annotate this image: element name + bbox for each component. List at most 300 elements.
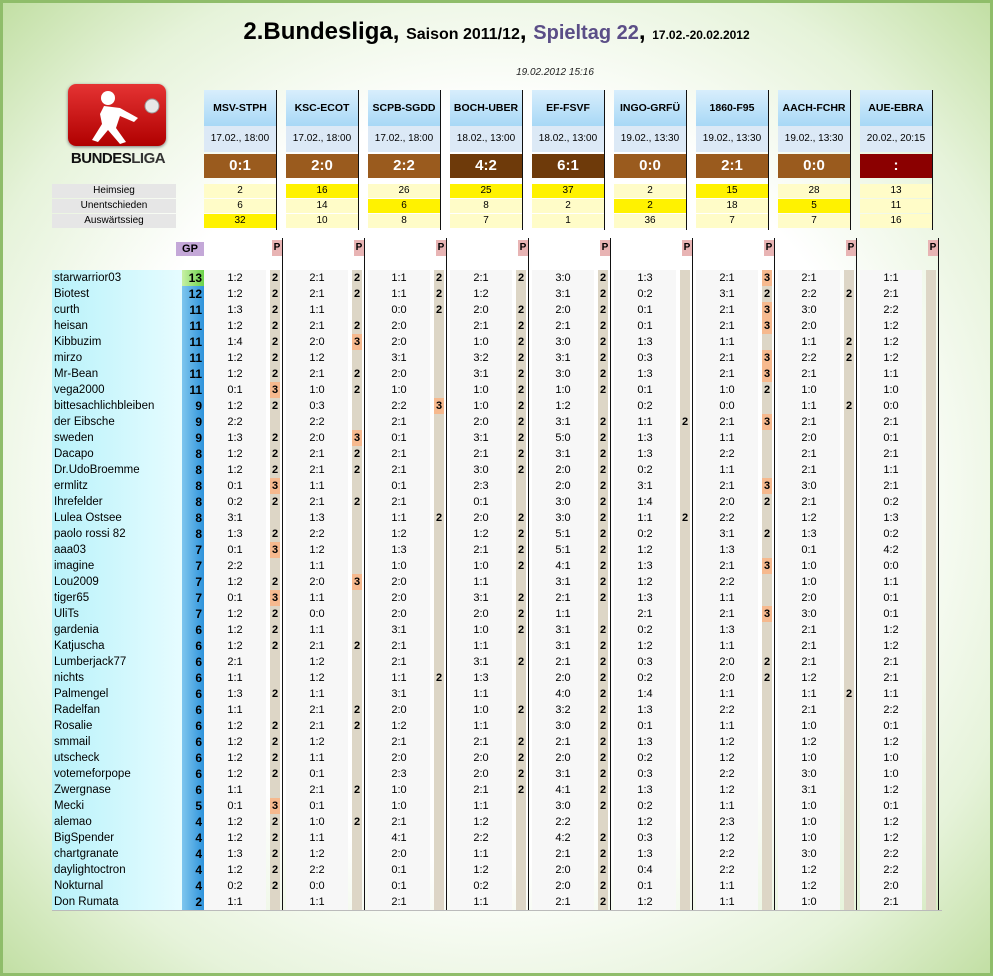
tip-points: 3: [763, 304, 771, 316]
player-tip: 1:1: [696, 462, 758, 478]
player-name: sweden: [52, 430, 182, 446]
player-tip: 2:1: [860, 670, 922, 686]
tip-points: 2: [681, 512, 689, 524]
player-tip: 2:2: [286, 526, 348, 542]
table-row: [52, 894, 942, 910]
player-tip: 2:0: [532, 302, 594, 318]
player-tip: 2:1: [286, 270, 348, 286]
player-tip: 2:2: [696, 766, 758, 782]
tip-points: 2: [517, 432, 525, 444]
player-tip: 2:1: [286, 718, 348, 734]
tip-points: [270, 510, 280, 526]
tip-points: [352, 750, 362, 766]
tip-points: [352, 302, 362, 318]
player-tip: 1:0: [860, 750, 922, 766]
tip-points: [680, 654, 690, 670]
table-row: [52, 350, 942, 366]
tip-points: 2: [599, 272, 607, 284]
player-tip: 2:0: [368, 590, 430, 606]
player-tip: 1:1: [368, 270, 430, 286]
tip-points: [762, 814, 772, 830]
player-tip: 2:1: [696, 350, 758, 366]
player-tip: 1:0: [778, 750, 840, 766]
player-tip: 2:1: [860, 478, 922, 494]
player-name: bittesachlichbleiben: [52, 398, 182, 414]
player-tip: 1:2: [204, 830, 266, 846]
tip-points: [926, 574, 936, 590]
player-tip: 2:1: [368, 414, 430, 430]
tip-points: [352, 510, 362, 526]
player-tip: 3:0: [778, 302, 840, 318]
tip-points: 2: [599, 512, 607, 524]
player-points: 6: [182, 750, 204, 766]
player-tip: 2:1: [860, 894, 922, 910]
player-name: Zwergnase: [52, 782, 182, 798]
player-tip: 1:2: [696, 734, 758, 750]
player-tip: 2:0: [532, 478, 594, 494]
player-tip: 0:1: [368, 430, 430, 446]
tip-points: 3: [763, 352, 771, 364]
player-tip: 2:1: [368, 654, 430, 670]
player-tip: 2:0: [450, 414, 512, 430]
tip-points: [680, 494, 690, 510]
player-tip: 3:0: [532, 510, 594, 526]
player-tip: 1:2: [696, 782, 758, 798]
tip-points: 2: [271, 464, 279, 476]
tip-points: 2: [271, 832, 279, 844]
player-tip: 1:1: [368, 510, 430, 526]
player-name: Mecki: [52, 798, 182, 814]
tip-points: [844, 270, 854, 286]
tip-points: [434, 782, 444, 798]
player-tip: 0:2: [614, 286, 676, 302]
table-row: [52, 846, 942, 862]
table-row: [52, 622, 942, 638]
player-points: 7: [182, 590, 204, 606]
player-tip: 0:0: [286, 606, 348, 622]
player-tip: 2:0: [368, 318, 430, 334]
table-row: [52, 542, 942, 558]
table-row: [52, 446, 942, 462]
tip-points: 2: [599, 704, 607, 716]
tip-points: [352, 894, 362, 910]
player-tip: 1:1: [860, 270, 922, 286]
player-name: Nokturnal: [52, 878, 182, 894]
player-tip: 1:1: [532, 606, 594, 622]
player-points: 8: [182, 478, 204, 494]
tip-points: 2: [271, 352, 279, 364]
game-date: 17.02., 18:00: [368, 126, 440, 152]
player-tip: 2:0: [696, 654, 758, 670]
tip-points: [680, 446, 690, 462]
tip-points: [926, 542, 936, 558]
game-stat-draw: 6: [368, 199, 440, 213]
tip-points: [352, 590, 362, 606]
player-tip: 1:0: [450, 334, 512, 350]
player-tip: 1:2: [860, 814, 922, 830]
player-points: 6: [182, 654, 204, 670]
game-date: 18.02., 13:00: [450, 126, 522, 152]
tip-points: [352, 350, 362, 366]
player-tip: 3:0: [532, 798, 594, 814]
tip-points: [434, 654, 444, 670]
tip-points: 2: [517, 272, 525, 284]
tip-points: 2: [517, 736, 525, 748]
game-stat-home: 28: [778, 184, 850, 198]
tip-points: [434, 862, 444, 878]
tip-points: [844, 510, 854, 526]
player-name: Biotest: [52, 286, 182, 302]
player-name: Radelfan: [52, 702, 182, 718]
player-tip: 0:2: [614, 526, 676, 542]
tip-points: 2: [271, 304, 279, 316]
player-tip: 2:1: [368, 446, 430, 462]
tip-points: [680, 718, 690, 734]
table-row: [52, 798, 942, 814]
label-away-win: Auswärtssieg: [52, 214, 176, 228]
tip-points: [352, 606, 362, 622]
player-tip: 2:1: [368, 894, 430, 910]
player-tip: 2:0: [286, 334, 348, 350]
table-row: [52, 702, 942, 718]
player-tip: 2:0: [778, 430, 840, 446]
player-points: 6: [182, 622, 204, 638]
game-name: AUE-EBRA: [860, 90, 932, 126]
player-tip: 1:0: [778, 558, 840, 574]
tip-points: 2: [599, 496, 607, 508]
player-tip: 2:1: [368, 638, 430, 654]
player-tip: 1:3: [860, 510, 922, 526]
tip-points: 2: [517, 352, 525, 364]
tip-points: [680, 558, 690, 574]
table-row: [52, 462, 942, 478]
tip-points: [844, 590, 854, 606]
player-tip: 4:2: [532, 830, 594, 846]
player-tip: 3:1: [532, 414, 594, 430]
player-tip: 1:1: [778, 398, 840, 414]
player-tip: 1:1: [614, 414, 676, 430]
tip-points: 2: [517, 784, 525, 796]
player-tip: 1:2: [532, 398, 594, 414]
player-name: Lumberjack77: [52, 654, 182, 670]
player-tip: 1:2: [204, 318, 266, 334]
tip-points: 2: [271, 368, 279, 380]
player-name: Dacapo: [52, 446, 182, 462]
player-tip: 3:1: [450, 590, 512, 606]
player-tip: 0:1: [778, 542, 840, 558]
player-tip: 1:1: [450, 846, 512, 862]
player-name: Dr.UdoBroemme: [52, 462, 182, 478]
page-title: 2.Bundesliga, Saison 2011/12, Spieltag 22, 17.02.-20.02.2012: [243, 18, 750, 45]
tip-points: 2: [599, 528, 607, 540]
player-tip: 0:2: [614, 622, 676, 638]
game-column: [532, 90, 605, 230]
player-tip: 1:3: [368, 542, 430, 558]
player-tip: 1:1: [696, 638, 758, 654]
table-row: [52, 686, 942, 702]
player-tip: 2:1: [450, 446, 512, 462]
player-points: 6: [182, 766, 204, 782]
tip-points: 2: [599, 672, 607, 684]
game-column: [696, 90, 769, 230]
player-tip: 3:0: [778, 846, 840, 862]
table-row: [52, 382, 942, 398]
player-tip: 1:0: [286, 382, 348, 398]
game-stat-away: 10: [286, 214, 358, 228]
game-stat-draw: 6: [204, 199, 276, 213]
player-points: 11: [182, 366, 204, 382]
tip-points: [352, 478, 362, 494]
player-points: 13: [182, 270, 204, 286]
player-tip: 3:0: [778, 606, 840, 622]
tip-points: [516, 878, 526, 894]
player-tip: 3:0: [778, 478, 840, 494]
player-tip: 0:1: [204, 590, 266, 606]
tip-points: [926, 398, 936, 414]
tip-points: 2: [271, 336, 279, 348]
player-tip: 1:2: [696, 830, 758, 846]
table-row: [52, 430, 942, 446]
player-tip: 1:1: [614, 510, 676, 526]
tip-points: 2: [517, 416, 525, 428]
tip-points: [926, 766, 936, 782]
game-name: AACH-FCHR: [778, 90, 850, 126]
player-tip: 2:1: [778, 366, 840, 382]
tip-points: 2: [271, 320, 279, 332]
player-tip: 0:1: [614, 878, 676, 894]
player-tip: 1:2: [286, 654, 348, 670]
player-tip: 3:1: [450, 654, 512, 670]
player-tip: 2:0: [368, 606, 430, 622]
player-tip: 1:2: [778, 862, 840, 878]
player-tip: 2:2: [860, 846, 922, 862]
tip-points: [762, 782, 772, 798]
tip-points: 2: [353, 384, 361, 396]
player-tip: 1:1: [450, 686, 512, 702]
tip-points: 2: [271, 400, 279, 412]
player-points: 6: [182, 638, 204, 654]
player-tip: 2:2: [368, 398, 430, 414]
logo-emblem-icon: [68, 84, 166, 146]
game-date: 19.02., 13:30: [778, 126, 850, 152]
game-date: 19.02., 13:30: [614, 126, 686, 152]
tip-points: [434, 526, 444, 542]
player-tip: 1:0: [778, 798, 840, 814]
player-tip: 3:1: [532, 350, 594, 366]
player-tip: 0:1: [860, 606, 922, 622]
tip-points: 2: [517, 544, 525, 556]
player-points: 6: [182, 782, 204, 798]
tip-points: 2: [845, 400, 853, 412]
tip-points: [844, 494, 854, 510]
player-tip: 0:0: [696, 398, 758, 414]
game-name: EF-FSVF: [532, 90, 604, 126]
player-points: 6: [182, 702, 204, 718]
player-name: curth: [52, 302, 182, 318]
player-tip: 1:3: [614, 270, 676, 286]
player-tip: 1:2: [204, 270, 266, 286]
game-date: 18.02., 13:00: [532, 126, 604, 152]
player-tip: 1:1: [286, 894, 348, 910]
tip-points: [434, 686, 444, 702]
tip-points: 2: [599, 640, 607, 652]
tip-points: 2: [517, 384, 525, 396]
player-tip: 2:1: [532, 894, 594, 910]
game-result: 2:1: [696, 154, 768, 178]
player-tip: 2:2: [204, 414, 266, 430]
player-tip: 1:1: [450, 894, 512, 910]
player-name: heisan: [52, 318, 182, 334]
player-tip: 1:2: [204, 718, 266, 734]
tip-points: [762, 334, 772, 350]
player-tip: 1:3: [614, 782, 676, 798]
player-tip: 1:1: [696, 590, 758, 606]
game-column: [368, 90, 441, 230]
player-tip: 3:0: [532, 718, 594, 734]
tip-points: [844, 750, 854, 766]
player-tip: 4:2: [860, 542, 922, 558]
player-tip: 3:1: [368, 686, 430, 702]
player-tip: 2:0: [450, 510, 512, 526]
tip-points: 2: [599, 480, 607, 492]
tip-points: 2: [517, 528, 525, 540]
tip-points: [844, 862, 854, 878]
player-tip: 1:4: [614, 494, 676, 510]
player-name: der Eibsche: [52, 414, 182, 430]
tip-points: 2: [353, 288, 361, 300]
tip-points: [434, 350, 444, 366]
player-tip: 1:1: [286, 750, 348, 766]
tip-points: [680, 286, 690, 302]
player-points: 9: [182, 414, 204, 430]
player-tip: 0:2: [450, 878, 512, 894]
tip-points: [270, 782, 280, 798]
tip-points: [926, 830, 936, 846]
player-tip: 1:0: [860, 382, 922, 398]
player-tip: 1:0: [450, 558, 512, 574]
tip-points: [762, 686, 772, 702]
season-label: Saison 2011/12: [406, 26, 520, 43]
player-tip: 0:1: [614, 318, 676, 334]
table-row: [52, 766, 942, 782]
tip-points: [926, 350, 936, 366]
tip-points: [434, 830, 444, 846]
tip-points: [680, 766, 690, 782]
player-tip: 1:3: [614, 558, 676, 574]
player-points: 4: [182, 814, 204, 830]
tip-points: 3: [353, 576, 361, 588]
tip-points: 2: [599, 784, 607, 796]
player-name: Katjuscha: [52, 638, 182, 654]
tip-points: 2: [353, 720, 361, 732]
player-tip: 2:3: [368, 766, 430, 782]
player-tip: 2:1: [778, 702, 840, 718]
game-stat-home: 2: [614, 184, 686, 198]
player-tip: 1:3: [286, 510, 348, 526]
tip-points: [844, 734, 854, 750]
tip-points: [434, 590, 444, 606]
player-tip: 0:3: [614, 350, 676, 366]
tip-points: [844, 638, 854, 654]
tip-points: [270, 702, 280, 718]
player-tip: 1:1: [860, 462, 922, 478]
table-row: [52, 718, 942, 734]
player-tip: 1:3: [204, 686, 266, 702]
tip-points: [762, 574, 772, 590]
player-tip: 2:1: [286, 702, 348, 718]
player-tip: 1:2: [204, 814, 266, 830]
tip-points: 2: [763, 288, 771, 300]
tip-points: [680, 830, 690, 846]
player-tip: 1:1: [286, 478, 348, 494]
table-row: [52, 862, 942, 878]
tip-points: 2: [271, 736, 279, 748]
tip-points: [680, 430, 690, 446]
player-tip: 0:1: [204, 542, 266, 558]
player-tip: 0:1: [614, 382, 676, 398]
tip-points: [434, 878, 444, 894]
player-tip: 3:0: [532, 366, 594, 382]
tip-points: [680, 798, 690, 814]
tip-points: [270, 414, 280, 430]
player-tip: 1:3: [696, 542, 758, 558]
tip-points: [680, 622, 690, 638]
player-tip: 2:0: [368, 846, 430, 862]
player-name: Palmengel: [52, 686, 182, 702]
tip-points: [844, 798, 854, 814]
player-tip: 0:2: [614, 670, 676, 686]
player-tip: 1:1: [860, 686, 922, 702]
player-tip: 2:1: [450, 734, 512, 750]
player-tip: 0:3: [286, 398, 348, 414]
tip-points: [434, 366, 444, 382]
player-tip: 1:2: [778, 670, 840, 686]
tip-points: 2: [599, 320, 607, 332]
tip-points: [352, 542, 362, 558]
label-draw: Unentschieden: [52, 199, 176, 213]
player-points: 4: [182, 862, 204, 878]
player-name: chartgranate: [52, 846, 182, 862]
player-points: 8: [182, 526, 204, 542]
player-tip: 2:0: [778, 318, 840, 334]
player-tip: 1:3: [614, 702, 676, 718]
table-row: [52, 318, 942, 334]
tip-points: [516, 830, 526, 846]
player-tip: 3:0: [532, 334, 594, 350]
player-name: Mr-Bean: [52, 366, 182, 382]
player-tip: 1:2: [204, 462, 266, 478]
tip-points: 2: [599, 800, 607, 812]
game-name: MSV-STPH: [204, 90, 276, 126]
player-tip: 1:1: [696, 334, 758, 350]
player-tip: 2:1: [450, 318, 512, 334]
tip-points: [270, 654, 280, 670]
player-tip: 1:3: [614, 734, 676, 750]
player-tip: 1:2: [614, 814, 676, 830]
player-tip: 1:2: [286, 542, 348, 558]
player-tip: 1:2: [204, 366, 266, 382]
table-row: [52, 670, 942, 686]
tip-points: 2: [599, 656, 607, 668]
player-tip: 1:0: [778, 830, 840, 846]
player-name: Kibbuzim: [52, 334, 182, 350]
game-stat-away: 7: [696, 214, 768, 228]
tip-points: 2: [599, 560, 607, 572]
player-points: 11: [182, 382, 204, 398]
tip-points: 2: [599, 880, 607, 892]
player-name: tiger65: [52, 590, 182, 606]
player-tip: 5:1: [532, 526, 594, 542]
